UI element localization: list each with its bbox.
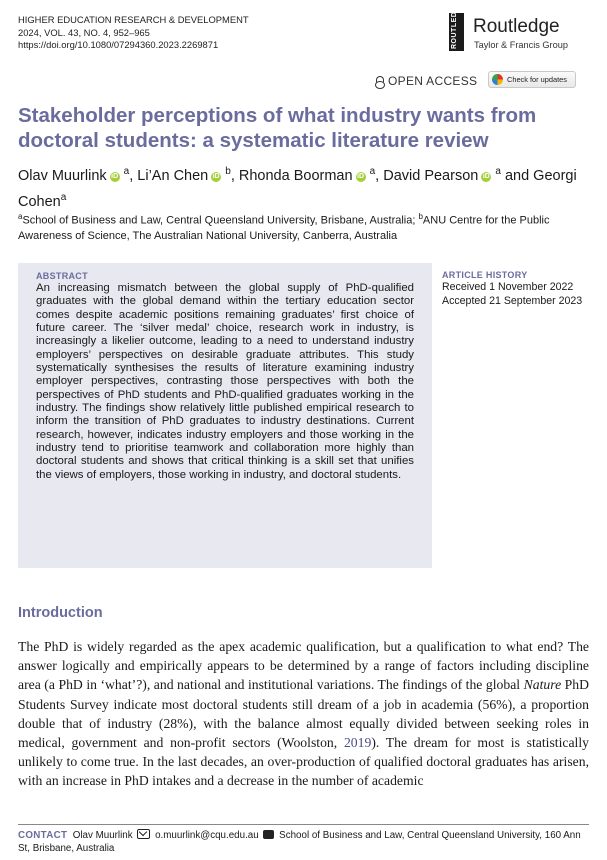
body-text-segment: PhD Students Survey indicate most doctoral students still dream of a job in academia (56%), a proportion double that of industry (28%), with the balance almost equally divided between seeking roles in medical, government and non-profit sectors (Woolston, [18,677,590,751]
article-history [442,270,592,308]
accepted-date: Accepted 21 September 2023 [442,295,583,307]
open-access-label: OPEN ACCESS [388,74,478,88]
affiliation-text: ANU Centre for the Public Awareness of Science, The Australian National University, Canberra, Australia [18,214,550,242]
affiliation-marker: b [418,212,423,221]
introduction-heading: Introduction [18,605,103,621]
contact-email[interactable]: o.muurlink@cqu.edu.au [155,830,259,841]
author-name[interactable]: Li’An Chen [137,167,209,184]
orcid-icon[interactable]: iD [357,172,365,180]
abstract-text: An increasing mismatch between the global supply of PhD-qualified graduates with the global demand within the tertiary education sector comes despite academic positions remaining graduates’ first choice of future career. The ‘silver medal’ choice, research work in industry, is increasingly a likelier outcome, leading to a need to understand industry employers’ perspectives on desirable graduate attributes. This study systematically synthesises the results of literature examining industry employer perspectives, contrasting those perspectives with both the perspectives of PhD students and PhD-qualified graduates working in the industry. The findings show relatively little published empirical research to inform the transition of PhD graduates to industry destinations. Current research, however, indicates industry employers and those working in the industry tend to prioritise teamwork and collaboration more highly than doctoral students and shows that critical thinking is a skill set that unifies the views of employers, those working in industry, and doctoral students. [36,282,414,481]
open-access-badge [375,74,477,88]
crossmark-icon [492,74,503,85]
author-separator: and [500,167,534,184]
affiliation-marker: a [60,191,67,203]
journal-name: HIGHER EDUCATION RESEARCH & DEVELOPMENT [18,14,249,25]
introduction-paragraph [18,637,589,791]
footer-divider [18,824,589,825]
affiliation-marker: a [495,166,501,177]
italic-term: Nature [523,677,562,693]
open-lock-icon [375,76,384,87]
routledge-logo-icon: ROUTLEDGE [449,13,464,51]
contact-address: School of Business and Law, Central Queensland University, 160 Ann St, Brisbane, Australia [18,830,581,854]
body-text-segment: The PhD is widely regarded as the apex academic qualification, but a qualification to what end? The answer logically and empirically appears to be determined by a range of factors including discipline area (a PhD in ‘what’?), and national and institutional variations. The findings of the global [18,639,589,693]
orcid-icon[interactable]: iD [111,172,119,180]
contact-label: CONTACT [18,830,68,841]
journal-header [18,14,249,52]
email-icon [137,829,150,839]
author-separator: , [375,167,384,184]
contact-footer [18,829,593,855]
received-date: Received 1 November 2022 [442,281,574,293]
citation-link[interactable]: 2019 [343,735,372,751]
check-for-updates-button[interactable] [488,71,576,88]
orcid-icon[interactable]: iD [212,172,220,180]
body-text-segment: ). The dream for most is statistically unlikely to come true. In the last decades, an over-production of qualified doctoral graduates has arisen, with an increase in PhD intakes and a decrease in the number of academic [18,735,590,789]
publisher-name: Routledge [473,16,560,37]
author-name[interactable]: Olav Muurlink [18,167,107,184]
affiliation-text: School of Business and Law, Central Queensland University, Brisbane, Australia; [22,214,419,227]
affiliations [18,209,588,244]
affiliation-marker: b [225,166,231,177]
contact-name: Olav Muurlink [72,830,133,841]
author-name[interactable]: Rhonda Boorman [238,167,353,184]
article-title: Stakeholder perceptions of what industry wants from doctoral students: a systematic literature review [18,104,537,152]
journal-volume: 2024, VOL. 43, NO. 4, 952–965 [18,26,150,38]
author-separator: , [230,167,239,184]
publisher-group: Taylor & Francis Group [474,40,568,50]
check-for-updates-label: Check for updates [507,75,567,84]
author-list [18,161,588,213]
author-name[interactable]: David Pearson [383,167,479,184]
author-separator: , [129,167,138,184]
orcid-icon[interactable]: iD [482,172,490,180]
author-name[interactable]: Georgi Cohen [18,167,577,210]
journal-doi[interactable]: https://doi.org/10.1080/07294360.2023.2269871 [18,39,219,51]
affiliation-marker: a [18,212,23,221]
abstract-box [18,263,432,568]
article-history-heading: ARTICLE HISTORY [442,270,528,280]
affiliation-marker: a [123,166,130,177]
address-icon [263,830,274,839]
abstract-heading: ABSTRACT [36,271,88,281]
affiliation-marker: a [369,166,376,177]
